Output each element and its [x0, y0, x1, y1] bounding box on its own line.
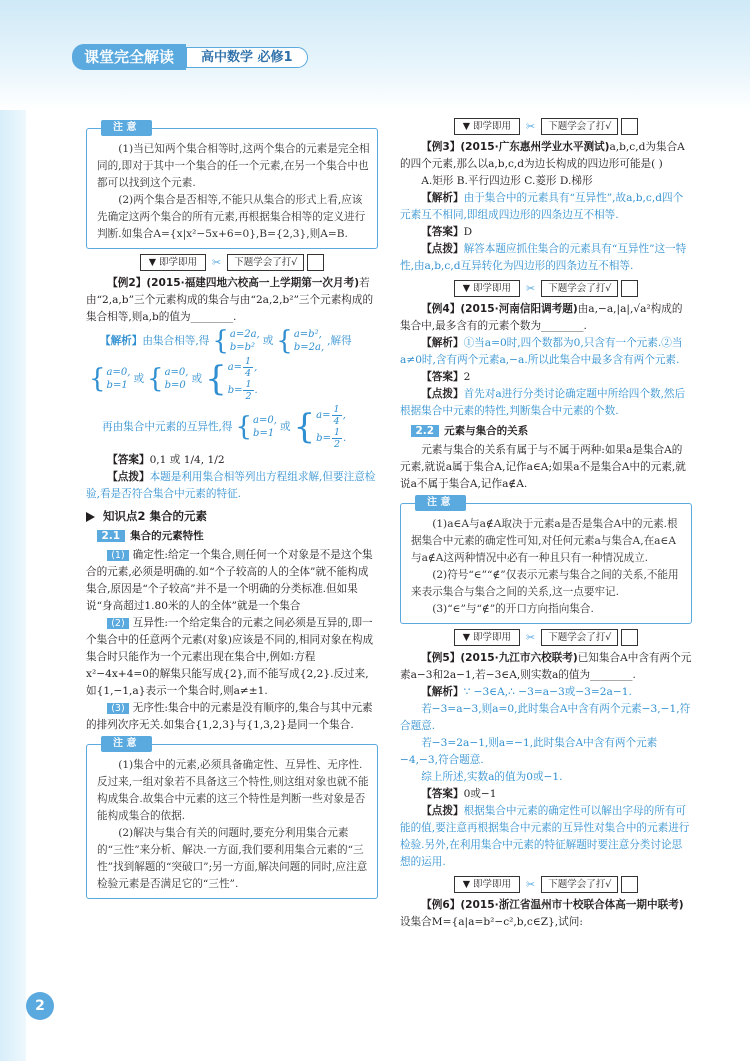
note-paragraph: (2)解决与集合有关的问题时,要充分利用集合元素的“三性”来分析、解决.一方面,我们要利用集合元素的“三性”找到解题的“突破口”;另一方面,解决问题的同时,应注意检验元素是否满足它的“三性”.	[97, 827, 368, 890]
note-paragraph: (1)当已知两个集合相等时,这两个集合的元素是完全相同的,即对于其中一个集合的任一个元素,在另一个集合中也都可以找到这个元素.	[97, 143, 370, 189]
or-text: 或	[133, 372, 145, 385]
answer-text: 0,1 或 1/4, 1/2	[149, 454, 225, 466]
subsection-title: 元素与集合的关系	[444, 425, 529, 437]
example-text: 设集合M={a|a=b²−c²,b,c∈Z},试问:	[400, 916, 583, 928]
property-text: 互异性:一个给定集合的元素之间必须是互异的,即一个集合中的任意两个元素(对象)应该是不同的,相同对象在构成集合时只能作为一个元素出现在集合中,例如:方程x²−4x+4=0的解集只能写成{2},而不能写成{2,2}.反过来,如{1,−1,a}表示一个集合时,则a≠±1.	[86, 617, 374, 697]
solution-text: 由集合相等,得	[142, 334, 210, 347]
page-number: 2	[26, 992, 54, 1020]
tip-line	[400, 803, 692, 871]
solution-text: ∵ −3∈A,∴ −3=a−3或−3=2a−1.	[463, 686, 632, 698]
solution-text: 由于集合中的元素具有“互异性”,故a,b,c,d四个元素互不相同,即组成四边形的四条边互不相等.	[400, 192, 684, 221]
check-box[interactable]	[621, 876, 638, 893]
solution-label: 【解析】	[100, 334, 143, 347]
solution-line	[400, 684, 692, 701]
property-text: 确定性:给定一个集合,则任何一个对象是不是这个集合的元素,必须是明确的.如“个子较高的人的全体”就不能构成集合,原因是“个子较高”并不是一个明确的分类标准.但如果说“身高超过1.80米的人的全体”就是一个集合	[86, 549, 373, 612]
practice-bar	[400, 118, 692, 135]
note-paragraph: (2)两个集合是否相等,不能只从集合的形式上看,应该先确定这两个集合的所有元素,再根据集合相等的定义进行判断.如集合A={x|x²−5x+6=0},B={2,3},则A=B.	[97, 194, 366, 240]
equation-system: { a=b², b=2a,	[276, 326, 325, 356]
example-6	[400, 897, 692, 931]
relation-paragraph: 元素与集合的关系有属于与不属于两种:如果a是集合A的元素,就说a属于集合A,记作a∈A;如果a不是集合A中的元素,就说a不属于集合A,记作a∉A.	[400, 444, 686, 490]
note-box	[400, 497, 692, 624]
subsection-number: 2.2	[411, 425, 440, 437]
or-text: 或	[262, 334, 274, 347]
answer-text: 2	[463, 371, 471, 383]
example-text: 由a,−a,|a|,√a²构成的集合中,最多含有的元素个数为________.	[400, 303, 683, 332]
options-line: A.矩形 B.平行四边形 C.菱形 D.梯形	[421, 175, 593, 187]
answer-label: 【答案】	[421, 226, 464, 238]
right-column	[400, 118, 692, 931]
solve-text: ,解得	[327, 334, 352, 347]
scissors-icon: ✂	[526, 282, 536, 295]
property-text: 无序性:集合中的元素是没有顺序的,集合与其中元素的排列次序无关.如集合{1,2,3}与{1,3,2}是同一个集合.	[86, 702, 373, 731]
answer-label: 【答案】	[421, 788, 464, 800]
learned-label: 下题学会了打√	[541, 118, 618, 135]
equation-system: { a=0, b=1	[89, 364, 131, 394]
subsection-title: 集合的元素特性	[130, 530, 204, 542]
tip-text: 首先对a进行分类讨论确定题中所给四个数,然后根据集合中元素的特性,判断集合中元素的个数.	[400, 388, 686, 417]
scissors-icon: ✂	[526, 120, 536, 133]
left-column	[86, 118, 378, 899]
answer-text: D	[463, 226, 473, 238]
example-heading: 【例3】(2015·广东惠州学业水平测试)	[421, 141, 610, 153]
knowledge-point-heading	[86, 508, 378, 525]
note-paragraph: (2)符号“∈”“∉”仅表示元素与集合之间的关系,不能用来表示集合与集合之间的关系,这一点要牢记.	[411, 569, 679, 598]
learned-label: 下题学会了打√	[541, 280, 618, 297]
solution-label: 【解析】	[421, 337, 464, 349]
example-text: 若由“2,a,b”三个元素构成的集合与由“2a,2,b²”三个元素构成的集合相等,则a,b的值为________.	[86, 277, 374, 323]
note-badge: 注 意	[101, 120, 152, 136]
property-paragraph	[86, 547, 378, 615]
property-paragraph	[86, 615, 378, 700]
triangle-icon	[86, 512, 95, 522]
example-heading: 【例5】(2015·九江市六校联考)	[421, 652, 578, 664]
tip-label: 【点拨】	[421, 388, 464, 400]
check-box[interactable]	[621, 118, 638, 135]
note-box	[86, 122, 378, 249]
tip-label: 【点拨】	[421, 805, 464, 817]
tip-line	[86, 469, 378, 503]
scissors-icon: ✂	[526, 631, 536, 644]
subsection-heading	[411, 423, 693, 440]
solution-line	[400, 335, 692, 369]
check-box[interactable]	[307, 254, 324, 271]
practice-bar	[400, 876, 692, 893]
practice-bar	[400, 280, 692, 297]
equation-system: { a= $\frac{1}{4}$ , b= $\frac{1}{2}$ .	[293, 404, 347, 450]
book-subtitle: 高中数学 必修1	[186, 47, 308, 68]
practice-label: ▼ 即学即用	[454, 629, 520, 646]
equation-system: { a= $\frac{1}{4}$ , b= $\frac{1}{2}$ .	[205, 356, 258, 402]
page-header	[72, 46, 308, 68]
learned-label: 下题学会了打√	[541, 629, 618, 646]
property-paragraph	[86, 700, 378, 734]
example-3	[400, 139, 692, 173]
property-number: (1)	[107, 550, 128, 561]
practice-label: ▼ 即学即用	[454, 118, 520, 135]
example-text: a,b,c,d为集合A的四个元素,那么以a,b,c,d为边长构成的四边形可能是( )	[400, 141, 685, 170]
subsection-heading	[97, 528, 379, 545]
note-badge: 注 意	[415, 495, 466, 511]
tip-text: 解答本题应抓住集合的元素具有“互异性”这一特性,由a,b,c,d互异转化为四边形的四条边互不相等.	[400, 243, 687, 272]
tip-label: 【点拨】	[421, 243, 464, 255]
learned-label: 下题学会了打√	[227, 254, 304, 271]
example-2	[86, 275, 378, 326]
solution-line	[102, 404, 378, 450]
solution-line: 若−3=2a−1,则a=−1,此时集合A中含有两个元素−4,−3,符合题意.	[400, 737, 658, 766]
solution-line	[100, 328, 378, 354]
check-box[interactable]	[621, 629, 638, 646]
solution-text: 再由集合中元素的互异性,得	[102, 420, 233, 433]
solution-label: 【解析】	[421, 686, 464, 698]
tip-text: 本题是利用集合相等列出方程组求解,但要注意检验,看是否符合集合中元素的特征.	[86, 471, 376, 500]
or-text: 或	[191, 372, 203, 385]
note-paragraph: (3)“∈”与“∉”的开口方向指向集合.	[432, 603, 594, 615]
solution-line	[400, 190, 692, 224]
learned-label: 下题学会了打√	[541, 876, 618, 893]
example-heading: 【例6】(2015·浙江省温州市十校联合体高一期中联考)	[421, 899, 684, 911]
answer-label: 【答案】	[421, 371, 464, 383]
practice-label: ▼ 即学即用	[454, 280, 520, 297]
note-box	[86, 738, 378, 899]
property-number: (3)	[107, 703, 128, 714]
tip-line	[400, 241, 692, 275]
solution-text: ①当a=0时,四个数都为0,只含有一个元素.②当a≠0时,含有两个元素a,−a.所以此集合中最多含有两个元素.	[400, 337, 683, 366]
check-box[interactable]	[621, 280, 638, 297]
practice-label: ▼ 即学即用	[454, 876, 520, 893]
example-4	[400, 301, 692, 335]
note-paragraph: (1)a∈A与a∉A取决于元素a是否是集合A中的元素.根据集合中元素的确定性可知,对任何元素a与集合A,在a∈A与a∉A这两种情况中必有一种且只有一种情况成立.	[411, 518, 678, 564]
solution-systems	[86, 356, 378, 402]
note-badge: 注 意	[101, 736, 152, 752]
example-heading: 【例4】(2015·河南信阳调考题)	[421, 303, 578, 315]
tip-text: 根据集合中元素的确定性可以解出字母的所有可能的值,要注意再根据集合中元素的互异性对集合中的元素进行检验.另外,在利用集合中元素的特征解题时要注意分类讨论思想的运用.	[400, 805, 690, 868]
knowledge-point-title: 知识点2 集合的元素	[103, 509, 208, 523]
solution-label: 【解析】	[421, 192, 464, 204]
equation-system: { a=0, b=1	[235, 412, 277, 442]
solution-line: 综上所述,实数a的值为0或−1.	[421, 771, 563, 783]
book-title: 课堂完全解读	[72, 44, 186, 70]
answer-line	[86, 452, 378, 469]
example-5	[400, 650, 692, 684]
answer-label: 【答案】	[107, 454, 150, 466]
side-band	[0, 110, 26, 1061]
practice-bar	[400, 629, 692, 646]
scissors-icon: ✂	[526, 878, 536, 891]
answer-line	[400, 786, 692, 803]
note-paragraph: (1)集合中的元素,必须具备确定性、互异性、无序性.反过来,一组对象若不具备这三个特性,则这组对象也就不能构成集合.故集合中元素的这三个特性是判断一些对象是否能构成集合的依据.	[97, 759, 369, 822]
or-text: 或	[279, 420, 291, 433]
property-number: (2)	[107, 618, 128, 629]
equation-system: { a=0, b=0	[147, 364, 189, 394]
answer-text: 0或−1	[463, 788, 497, 800]
tip-label: 【点拨】	[107, 471, 150, 483]
solution-line: 若−3=a−3,则a=0,此时集合A中含有两个元素−3,−1,符合题意.	[400, 703, 691, 732]
example-text: 已知集合A中含有两个元素a−3和2a−1,若−3∈A,则实数a的值为________.	[400, 652, 692, 681]
subsection-number: 2.1	[97, 530, 126, 542]
practice-bar	[86, 254, 378, 271]
answer-line	[400, 224, 692, 241]
tip-line	[400, 386, 692, 420]
answer-line	[400, 369, 692, 386]
equation-system: { a=2a, b=b²	[212, 326, 260, 356]
example-heading: 【例2】(2015·福建四地六校高一上学期第一次月考)	[107, 277, 360, 289]
scissors-icon: ✂	[212, 256, 222, 269]
practice-label: ▼ 即学即用	[140, 254, 206, 271]
